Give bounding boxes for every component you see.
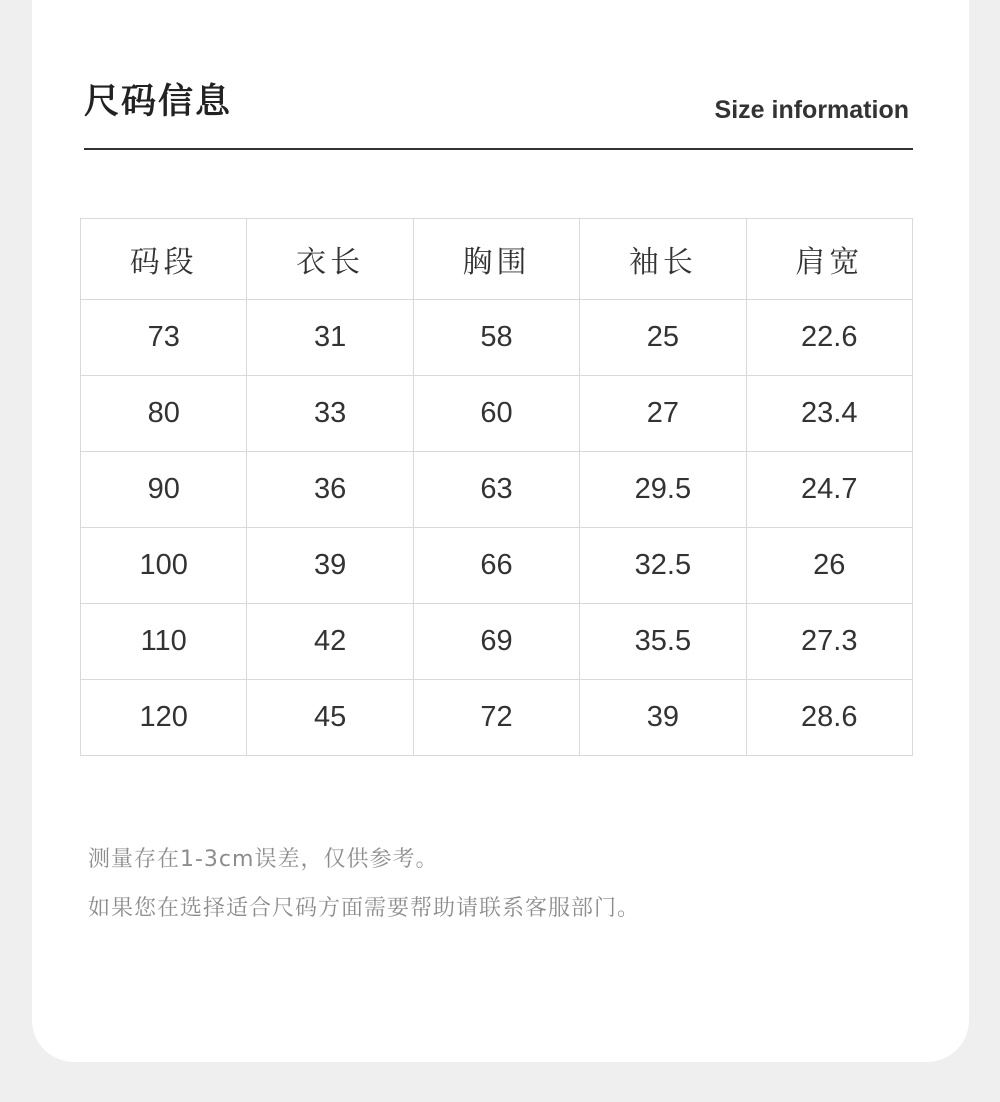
table-cell: 45 [247,680,413,756]
table-cell: 69 [413,604,579,680]
table-row [81,604,913,680]
size-table [80,218,913,756]
table-cell: 58 [413,300,579,376]
table-cell: 90 [81,452,247,528]
table-cell: 25 [580,300,746,376]
table-row [81,528,913,604]
table-cell: 120 [81,680,247,756]
table-row [81,680,913,756]
table-cell: 33 [247,376,413,452]
table-header-row [81,219,913,300]
table-cell: 27 [580,376,746,452]
table-row [81,452,913,528]
help-note: 如果您在选择适合尺码方面需要帮助请联系客服部门。 [88,896,641,921]
table-cell: 63 [413,452,579,528]
table-row [81,376,913,452]
measurement-note: 测量存在1-3cm误差，仅供参考。 [88,847,439,872]
table-cell: 23.4 [746,376,912,452]
table-cell: 42 [247,604,413,680]
title-divider [84,148,913,150]
table-cell: 39 [580,680,746,756]
section-subtitle: Size information [714,96,909,124]
table-cell: 29.5 [580,452,746,528]
table-cell: 27.3 [746,604,912,680]
table-cell: 110 [81,604,247,680]
column-header-length: 衣长 [247,219,413,300]
table-cell: 32.5 [580,528,746,604]
table-cell: 100 [81,528,247,604]
table-cell: 73 [81,300,247,376]
table-cell: 22.6 [746,300,912,376]
section-title: 尺码信息 [84,82,233,122]
column-header-shoulder: 肩宽 [746,219,912,300]
table-cell: 60 [413,376,579,452]
table-cell: 80 [81,376,247,452]
table-cell: 26 [746,528,912,604]
table-cell: 36 [247,452,413,528]
table-cell: 28.6 [746,680,912,756]
table-cell: 24.7 [746,452,912,528]
table-row [81,300,913,376]
table-cell: 35.5 [580,604,746,680]
table-cell: 39 [247,528,413,604]
table-cell: 66 [413,528,579,604]
column-header-size-range: 码段 [81,219,247,300]
table-cell: 72 [413,680,579,756]
column-header-chest: 胸围 [413,219,579,300]
column-header-sleeve: 袖长 [580,219,746,300]
table-cell: 31 [247,300,413,376]
